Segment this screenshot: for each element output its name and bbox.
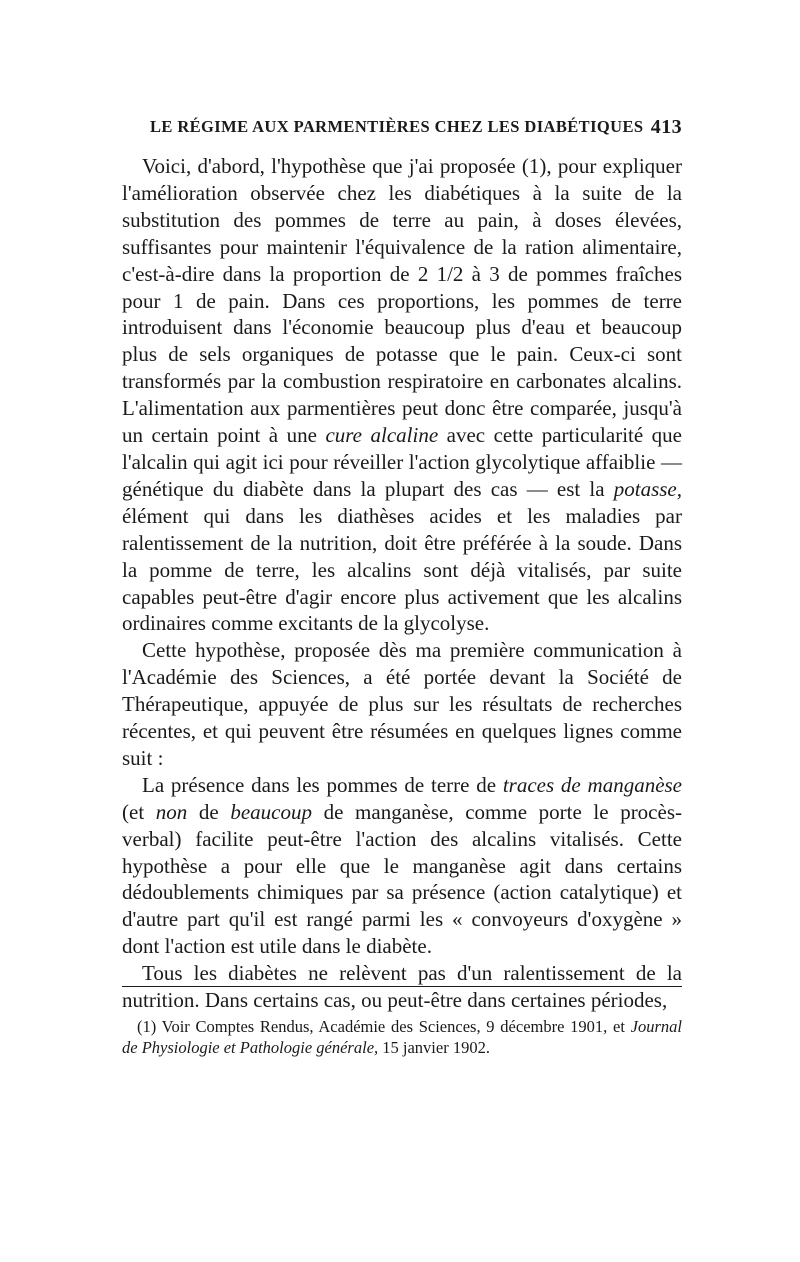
- paragraph-hypothesis: [122, 153, 682, 637]
- paragraph-manganese: [122, 772, 682, 960]
- italic-run: traces de manganèse: [502, 772, 683, 797]
- text-run: Voici, d'abord, l'hypothèse que j'ai proposée (1), pour expliquer l'amélioration observée chez les diabétiques à la suite de la substitution des pommes de terre au pain, à doses élevées, suffisantes pour maintenir l'équivalence de la ration alimentaire, c'est-à-dire dans la proportion de 2 1/2 à 3 de pommes fraîches pour 1 de pain. Dans ces proportions, les pommes de terre introduisent dans l'économie beaucoup plus d'eau et beaucoup plus de sels organiques de potasse que le pain. Ceux-ci sont transformés par la combustion respiratoire en carbonates alcalins. L'alimentation aux parmentières peut donc être comparée, jusqu'à un certain point à une: [122, 154, 682, 448]
- text-run: avec cette particularité que l'alcalin qui agit ici pour réveiller l'action glycolytique affaiblie — génétique du diabète dans la plupart des cas — est la: [122, 423, 683, 501]
- footnote-text: [122, 1016, 682, 1058]
- running-header: [150, 116, 682, 138]
- main-text: [122, 153, 682, 1014]
- text-run: de manganèse, comme porte le procès-verbal) facilite peut-être l'action des alcalins vitalisés. Cette hypothèse a pour elle que le manganèse agit dans certains dédoublements chimiques par sa présence (action catalytique) et d'autre part qu'il est rangé parmi les « convoyeurs d'oxygène » dont l'action est utile dans le diabète.: [122, 799, 682, 959]
- italic-run: Journal de Physiologie et Pathologie générale,: [122, 1017, 682, 1057]
- footnote-divider: [122, 986, 682, 987]
- italic-run: potasse,: [613, 476, 682, 501]
- text-run: (et: [122, 799, 156, 824]
- text-run: de: [187, 799, 231, 824]
- italic-run: non: [155, 799, 188, 824]
- text-run: 15 janvier 1902.: [378, 1038, 490, 1057]
- running-title: LE RÉGIME AUX PARMENTIÈRES CHEZ LES DIABÉTIQUES: [150, 117, 644, 136]
- footnote: [122, 1016, 682, 1058]
- text-run: élément qui dans les diathèses acides et les maladies par ralentissement de la nutrition, doit être préférée à la soude. Dans la pomme de terre, les alcalins sont déjà vitalisés, par suite capables peut-être d'agir encore plus activement que les alcalins ordinaires comme excitants de la glycolyse.: [122, 503, 682, 636]
- paragraph-diabetes: Tous les diabètes ne relèvent pas d'un ralentissement de la nutrition. Dans certains cas, ou peut-être dans certaines périodes,: [122, 961, 682, 1013]
- italic-run: beaucoup: [230, 799, 312, 824]
- text-run: La présence dans les pommes de terre de: [142, 772, 503, 797]
- page-number: 413: [650, 116, 682, 138]
- text-run: (1) Voir Comptes Rendus, Académie des Sciences, 9 décembre 1901, et: [137, 1017, 631, 1036]
- paragraph-academy: Cette hypothèse, proposée dès ma première communication à l'Académie des Sciences, a été portée devant la Société de Thérapeutique, appuyée de plus sur les résultats de recherches récentes, et qui peuvent être résumées en quelques lignes comme suit :: [122, 638, 682, 770]
- italic-run: cure alcaline: [325, 423, 439, 448]
